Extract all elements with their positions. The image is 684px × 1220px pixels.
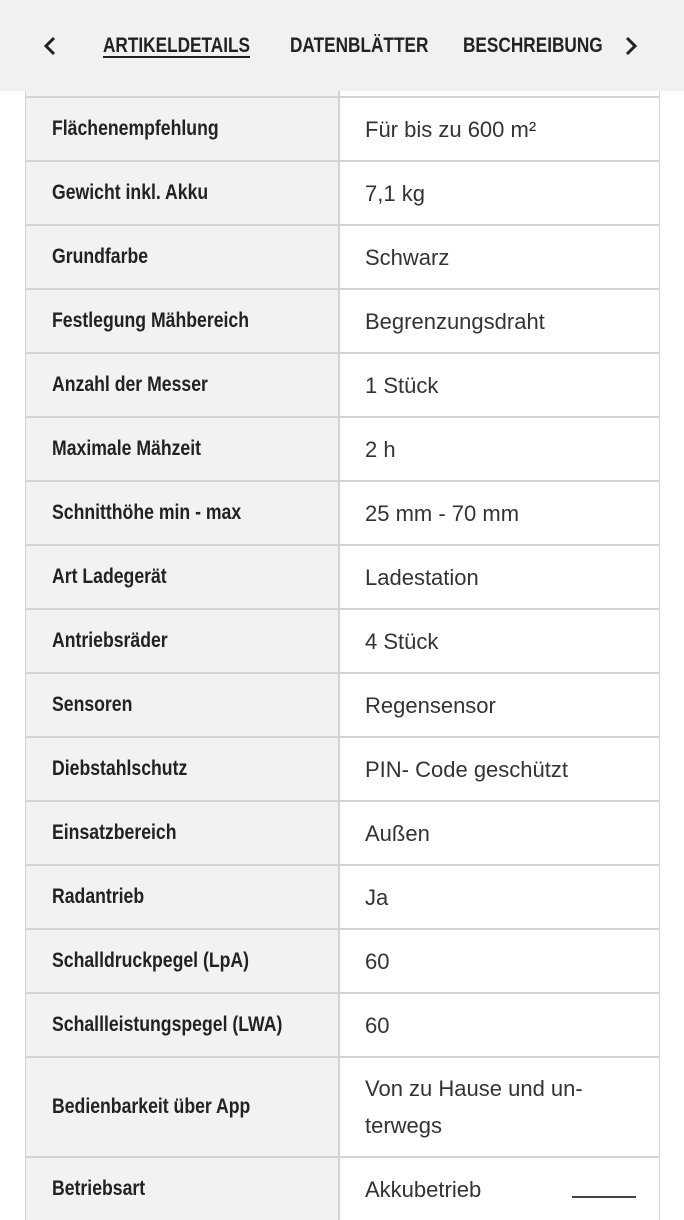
spec-value: Ladestation (340, 546, 659, 608)
spec-label: Schnitthöhe min - max (52, 501, 242, 524)
spec-value: PIN- Code geschützt (340, 738, 659, 800)
spec-label: Grundfarbe (52, 245, 149, 268)
table-row (26, 864, 659, 928)
spec-label: Bedienbarkeit über App (52, 1095, 251, 1118)
tab-bar (0, 0, 684, 91)
spec-value: Außen (340, 802, 659, 864)
spec-label: Anzahl der Messer (52, 373, 208, 396)
specs-table (25, 30, 660, 1220)
spec-label: Radantrieb (52, 885, 145, 908)
table-row (26, 672, 659, 736)
spec-label: Diebstahlschutz (52, 757, 188, 780)
spec-value: Ja (340, 866, 659, 928)
table-row (26, 96, 659, 160)
table-row (26, 544, 659, 608)
spec-label: Sensoren (52, 693, 133, 716)
spec-label: Einsatzbereich (52, 821, 177, 844)
spec-value: Akkubetrieb (340, 1158, 659, 1220)
spec-value: 60 (340, 994, 659, 1056)
tab-datenblaetter[interactable]: DATENBLÄTTER (290, 34, 429, 57)
table-row (26, 1156, 659, 1220)
spec-value: Schwarz (340, 226, 659, 288)
chevron-right-icon[interactable] (616, 28, 646, 64)
table-row (26, 352, 659, 416)
table-row (26, 288, 659, 352)
spec-label: Gewicht inkl. Akku (52, 181, 209, 204)
spec-label: Maximale Mähzeit (52, 437, 202, 460)
spec-value: Begrenzungsdraht (340, 290, 659, 352)
table-row (26, 224, 659, 288)
spec-label: Flächenempfehlung (52, 117, 219, 140)
table-row (26, 480, 659, 544)
table-row (26, 992, 659, 1056)
chevron-left-icon[interactable] (35, 28, 65, 64)
spec-value: 1 Stück (340, 354, 659, 416)
spec-label: Festlegung Mähbereich (52, 309, 250, 332)
table-row (26, 928, 659, 992)
tab-artikeldetails[interactable]: ARTIKELDETAILS (103, 34, 251, 57)
table-row (26, 416, 659, 480)
spec-label: Art Ladegerät (52, 565, 167, 588)
spec-label: Schalldruckpegel (LpA) (52, 949, 250, 972)
spec-label: Schallleistungspegel (LWA) (52, 1013, 283, 1036)
spec-value: 2 h (340, 418, 659, 480)
spec-value: Für bis zu 600 m² (340, 98, 659, 160)
spec-value: 60 (340, 930, 659, 992)
table-row (26, 1056, 659, 1156)
spec-value: 25 mm - 70 mm (340, 482, 659, 544)
scroll-handle[interactable] (572, 1196, 636, 1198)
table-row (26, 160, 659, 224)
spec-value: 7,1 kg (340, 162, 659, 224)
spec-label: Antriebsräder (52, 629, 168, 652)
tab-beschreibung[interactable]: BESCHREIBUNG (463, 34, 603, 57)
spec-value: Von zu Hause und un-terwegs (340, 1058, 659, 1156)
table-row (26, 736, 659, 800)
spec-label: Betriebsart (52, 1177, 146, 1200)
spec-value: Regensensor (340, 674, 659, 736)
table-row (26, 608, 659, 672)
table-row (26, 800, 659, 864)
spec-value: 4 Stück (340, 610, 659, 672)
